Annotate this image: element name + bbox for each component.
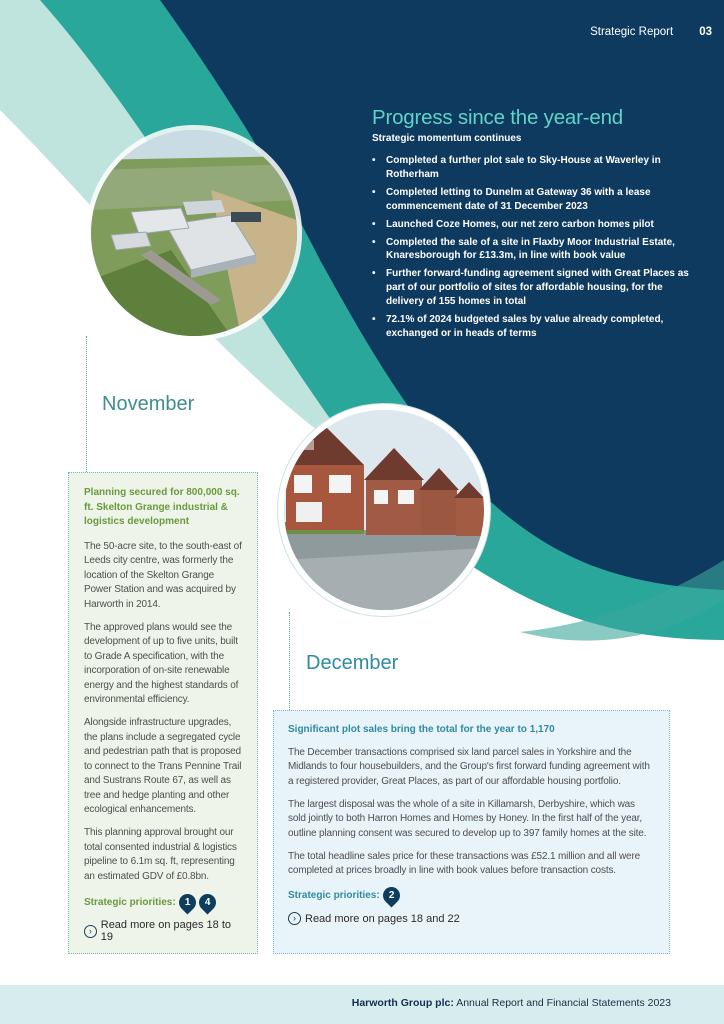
paragraph: Alongside infrastructure upgrades, the plans include a segregated cycle and pedestrian path that is proposed to connect to the Trans Pennine Trail and Sustrans Route 67, as well as tree and hedge planting and other ecological enhancements. xyxy=(84,717,242,815)
chevron-right-icon: › xyxy=(84,925,97,938)
december-panel xyxy=(273,710,670,954)
paragraph: The 50-acre site, to the south-east of Leeds city centre, was formerly the location of the Skelton Grange Power Station and was acquired by Harworth in 2014. xyxy=(84,540,242,610)
priority-pin-icon: 2 xyxy=(379,883,403,907)
progress-title: Progress since the year-end xyxy=(372,106,623,129)
priority-pin-icon: 1 xyxy=(175,890,199,914)
paragraph: The December transactions comprised six land parcel sales in Yorkshire and the Midlands to four housebuilders, and the Group's first forward funding agreement with a registered provider, Great Places, as part of our affordable housing portfolio. xyxy=(288,746,650,787)
paragraph: The largest disposal was the whole of a site in Killamarsh, Derbyshire, which was sold jointly to both Harron Homes and Homes by Honey. In the first half of the year, outline planning consent was secured to develop up to 397 family homes at the site. xyxy=(288,798,647,839)
section-title: Strategic Report xyxy=(590,26,674,38)
list-item: • Further forward-funding agreement signed with Great Places as part of our portfolio of sites for affordable housing, for the delivery of 155 homes in total xyxy=(372,267,692,308)
page-footer xyxy=(0,985,724,1024)
priority-pin-icon: 4 xyxy=(195,890,219,914)
strategic-priorities xyxy=(84,894,243,911)
paragraph: The total headline sales price for these transactions was £52.1 million and all were completed at prices broadly in line with book values before transaction costs. xyxy=(288,850,641,876)
page-header xyxy=(590,26,712,38)
priorities-label: Strategic priorities: xyxy=(288,890,380,901)
read-more-link[interactable] xyxy=(84,919,243,943)
list-item: • 72.1% of 2024 budgeted sales by value already completed, exchanged or in heads of terms xyxy=(372,313,692,341)
november-title: Planning secured for 800,000 sq. ft. Skelton Grange industrial & logistics development xyxy=(84,487,240,527)
list-item: • Completed letting to Dunelm at Gateway 36 with a lease commencement date of 31 December 2023 xyxy=(372,186,692,214)
footer-company: Harworth Group plc: xyxy=(351,997,454,1009)
priorities-label: Strategic priorities: xyxy=(84,897,176,908)
read-more-text[interactable]: Read more on pages 18 to 19 xyxy=(100,919,232,943)
strategic-priorities xyxy=(288,887,655,904)
list-item: • Launched Coze Homes, our net zero carbon homes pilot xyxy=(372,218,692,232)
december-title: Significant plot sales bring the total for the year to 1,170 xyxy=(288,724,555,735)
progress-subtitle: Strategic momentum continues xyxy=(372,133,522,144)
page-number: 03 xyxy=(699,26,712,38)
industrial-site-illustration xyxy=(91,130,297,336)
november-heading: November xyxy=(102,393,195,415)
read-more-text[interactable]: Read more on pages 18 and 22 xyxy=(305,912,460,925)
housing-illustration xyxy=(284,410,484,610)
list-item: • Completed the sale of a site in Flaxby Moor Industrial Estate, Knaresborough for £13.3m, in line with book value xyxy=(372,236,692,264)
november-panel xyxy=(68,472,258,954)
footer-text xyxy=(352,997,671,1009)
december-photo xyxy=(284,410,484,610)
december-heading: December xyxy=(306,652,399,674)
paragraph: This planning approval brought our total consented industrial & logistics pipeline to 6.1m sq. ft, representing an estimated GDV of £0.8bn. xyxy=(84,827,237,882)
list-item: • Completed a further plot sale to Sky-House at Waverley in Rotherham xyxy=(372,154,692,182)
paragraph: The approved plans would see the development of up to five units, built to Grade A specification, with the incorporation of on-site renewable energy and the highest standards of environmental efficiency. xyxy=(84,621,239,705)
progress-list xyxy=(372,154,692,341)
november-photo xyxy=(91,130,297,336)
december-connector xyxy=(289,612,290,710)
chevron-right-icon: › xyxy=(288,912,301,925)
november-connector xyxy=(86,336,87,472)
read-more-link[interactable] xyxy=(288,912,655,925)
footer-title: Annual Report and Financial Statements 2023 xyxy=(456,997,671,1009)
progress-section xyxy=(372,106,692,345)
